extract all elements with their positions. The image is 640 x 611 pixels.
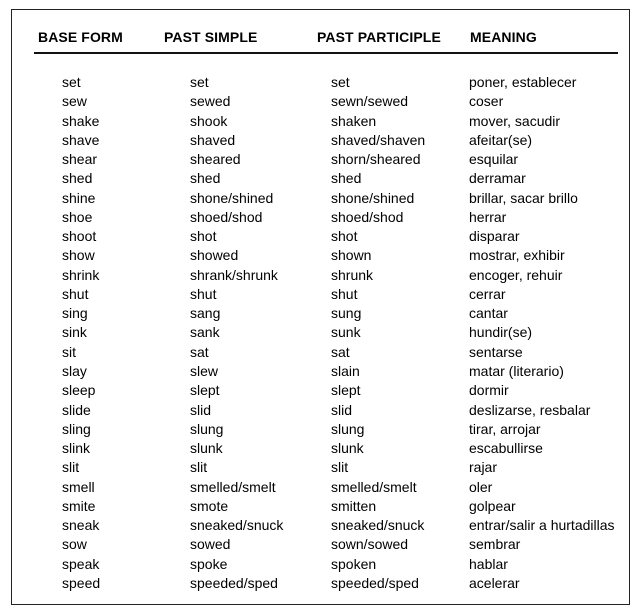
past-participle-cell: slung [331,420,365,437]
table-row [12,73,629,92]
table-row [12,285,629,304]
base-form-cell: shine [62,189,96,206]
past-simple-cell: slid [190,401,212,418]
base-form-cell: shave [62,131,100,148]
base-form-cell: shut [62,285,89,302]
past-simple-cell: slung [190,420,224,437]
past-simple-cell: slept [190,382,220,399]
base-form-cell: shake [62,112,100,129]
meaning-cell: rajar [469,459,498,476]
table-row [12,439,629,458]
base-form-cell: shear [62,151,98,168]
meaning-cell: acelerar [469,574,520,591]
past-participle-cell: shaved/shaven [331,131,426,148]
past-simple-cell: set [190,74,209,90]
past-participle-cell: slain [331,362,360,379]
past-simple-cell: shone/shined [190,189,274,206]
past-simple-cell: shot [190,228,217,245]
verb-table [11,9,630,605]
past-participle-cell: slit [331,459,349,476]
past-simple-cell: sewed [190,93,231,110]
past-participle-cell: sat [331,343,350,360]
past-participle-cell: shot [331,228,358,245]
table-row [12,555,629,574]
table-row [12,227,629,246]
header-past-participle: PAST PARTICIPLE [317,29,441,45]
table-row [12,362,629,381]
base-form-cell: shoe [62,208,93,225]
past-participle-cell: shoed/shod [331,208,404,225]
past-participle-cell: slept [331,382,361,399]
past-simple-cell: shook [190,112,228,129]
table-row [12,266,629,285]
past-participle-cell: shone/shined [331,189,415,206]
meaning-cell: mover, sacudir [469,112,561,129]
past-simple-cell: shoed/shod [190,208,263,225]
meaning-cell: herrar [469,208,507,225]
meaning-cell: tirar, arrojar [469,420,541,437]
meaning-cell: oler [469,478,493,495]
table-row [12,150,629,169]
past-simple-cell: sowed [190,536,231,553]
past-simple-cell: spoke [190,555,228,572]
table-row [12,478,629,497]
past-participle-cell: sneaked/snuck [331,517,425,534]
table-row [12,323,629,342]
base-form-cell: sit [62,343,76,360]
meaning-cell: sentarse [469,343,523,360]
table-row [12,574,629,593]
meaning-cell: entrar/salir a hurtadillas [469,517,615,534]
table-row [12,304,629,323]
table-row [12,420,629,439]
past-participle-cell: sunk [331,324,361,341]
meaning-cell: golpear [469,497,516,514]
base-form-cell: slit [62,459,80,476]
meaning-cell: disparar [469,228,520,245]
base-form-cell: sneak [62,517,100,534]
past-simple-cell: sheared [190,151,241,168]
table-row [12,535,629,554]
past-participle-cell: shown [331,247,372,264]
meaning-cell: deslizarse, resbalar [469,401,591,418]
meaning-cell: hundir(se) [469,324,533,341]
table-row [12,112,629,131]
meaning-cell: coser [469,93,504,110]
past-participle-cell: sung [331,305,362,322]
past-simple-cell: shed [190,170,221,187]
meaning-cell: encoger, rehuir [469,266,563,283]
past-participle-cell: smitten [331,497,377,514]
table-row [12,131,629,150]
table-row [12,401,629,420]
meaning-cell: poner, establecer [469,74,577,90]
past-simple-cell: sank [190,324,220,341]
past-simple-cell: shrank/shrunk [190,266,278,283]
past-simple-cell: slew [190,362,219,379]
base-form-cell: slink [62,440,91,457]
base-form-cell: sing [62,305,88,322]
past-participle-cell: slid [331,401,353,418]
past-simple-cell: shut [190,285,217,302]
past-participle-cell: slunk [331,440,364,457]
base-form-cell: smell [62,478,95,495]
past-simple-cell: sat [190,343,209,360]
meaning-cell: cerrar [469,285,506,302]
base-form-cell: set [62,74,81,90]
past-simple-cell: slunk [190,440,223,457]
meaning-cell: derramar [469,170,526,187]
table-row [12,92,629,111]
header-past-simple: PAST SIMPLE [164,29,258,45]
past-simple-cell: showed [190,247,239,264]
base-form-cell: speed [62,574,101,591]
header-divider [34,52,618,54]
table-row [12,189,629,208]
base-form-cell: shed [62,170,93,187]
past-participle-cell: sown/sowed [331,536,409,553]
table-row [12,497,629,516]
meaning-cell: hablar [469,555,508,572]
past-participle-cell: speeded/sped [331,574,419,591]
past-simple-cell: sneaked/snuck [190,517,284,534]
past-participle-cell: shut [331,285,358,302]
base-form-cell: shoot [62,228,97,245]
base-form-cell: smite [62,497,96,514]
past-participle-cell: set [331,74,350,90]
table-body [12,73,629,593]
meaning-cell: escabullirse [469,440,543,457]
base-form-cell: speak [62,555,100,572]
past-simple-cell: slit [190,459,208,476]
past-participle-cell: shorn/sheared [331,151,421,168]
meaning-cell: cantar [469,305,508,322]
base-form-cell: sow [62,536,87,553]
header-meaning: MEANING [470,29,537,45]
meaning-cell: matar (literario) [469,362,564,379]
past-simple-cell: sang [190,305,221,322]
past-simple-cell: speeded/sped [190,574,278,591]
meaning-cell: dormir [469,382,509,399]
past-simple-cell: shaved [190,131,236,148]
past-simple-cell: smelled/smelt [190,478,276,495]
header-base-form: BASE FORM [38,29,123,45]
table-row [12,343,629,362]
past-participle-cell: shrunk [331,266,374,283]
base-form-cell: sleep [62,382,96,399]
table-row [12,458,629,477]
past-participle-cell: shaken [331,112,377,129]
past-simple-cell: smote [190,497,229,514]
past-participle-cell: smelled/smelt [331,478,417,495]
meaning-cell: brillar, sacar brillo [469,189,578,206]
base-form-cell: sling [62,420,91,437]
past-participle-cell: sewn/sewed [331,93,409,110]
table-row [12,246,629,265]
meaning-cell: mostrar, exhibir [469,247,565,264]
meaning-cell: esquilar [469,151,519,168]
past-participle-cell: spoken [331,555,377,572]
base-form-cell: sink [62,324,87,341]
base-form-cell: shrink [62,266,100,283]
table-header [12,29,629,49]
meaning-cell: sembrar [469,536,521,553]
table-row [12,208,629,227]
table-row [12,381,629,400]
base-form-cell: slay [62,362,87,379]
base-form-cell: show [62,247,95,264]
base-form-cell: slide [62,401,91,418]
base-form-cell: sew [62,93,87,110]
table-row [12,516,629,535]
table-row [12,169,629,188]
meaning-cell: afeitar(se) [469,131,533,148]
past-participle-cell: shed [331,170,362,187]
